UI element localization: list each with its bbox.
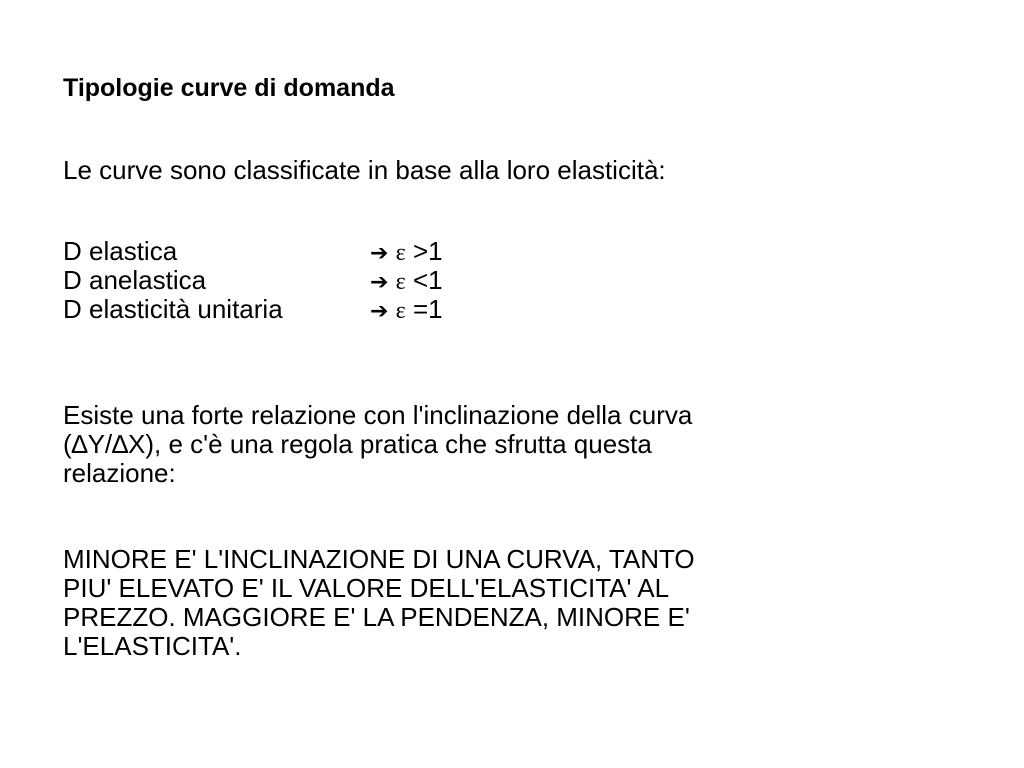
epsilon-symbol: ε bbox=[395, 298, 406, 324]
paragraph-line: PIU' ELEVATO E' IL VALORE DELL'ELASTICITA' AL bbox=[63, 573, 670, 603]
paragraph-line: L'ELASTICITA'. bbox=[63, 631, 242, 661]
slope-relation-paragraph bbox=[63, 401, 980, 488]
slide-title: Tipologie curve di domanda bbox=[63, 74, 395, 102]
row-label: D elastica bbox=[63, 236, 178, 266]
row-condition: >1 bbox=[412, 236, 443, 266]
epsilon-symbol: ε bbox=[395, 240, 406, 266]
arrow-right-icon: ➔ bbox=[370, 299, 389, 324]
row-rule bbox=[370, 293, 443, 328]
paragraph-line: PREZZO. MAGGIORE E' LA PENDENZA, MINORE E' bbox=[63, 602, 690, 632]
row-label: D elasticità unitaria bbox=[63, 294, 283, 324]
row-label: D anelastica bbox=[63, 265, 207, 295]
paragraph-line: Esiste una forte relazione con l'inclinazione della curva bbox=[63, 400, 693, 430]
row-condition: <1 bbox=[412, 265, 443, 295]
intro-text: Le curve sono classificate in base alla loro elasticità: bbox=[63, 155, 666, 185]
paragraph-line: (∆Y/∆X), e c'è una regola pratica che sfrutta questa bbox=[63, 429, 652, 459]
paragraph-line: MINORE E' L'INCLINAZIONE DI UNA CURVA, TANTO bbox=[63, 544, 695, 574]
arrow-right-icon: ➔ bbox=[370, 270, 389, 295]
arrow-right-icon: ➔ bbox=[370, 241, 389, 266]
paragraph-line: relazione: bbox=[63, 458, 176, 488]
row-condition: =1 bbox=[412, 294, 443, 324]
epsilon-symbol: ε bbox=[395, 269, 406, 295]
rule-of-thumb-paragraph bbox=[63, 545, 980, 661]
